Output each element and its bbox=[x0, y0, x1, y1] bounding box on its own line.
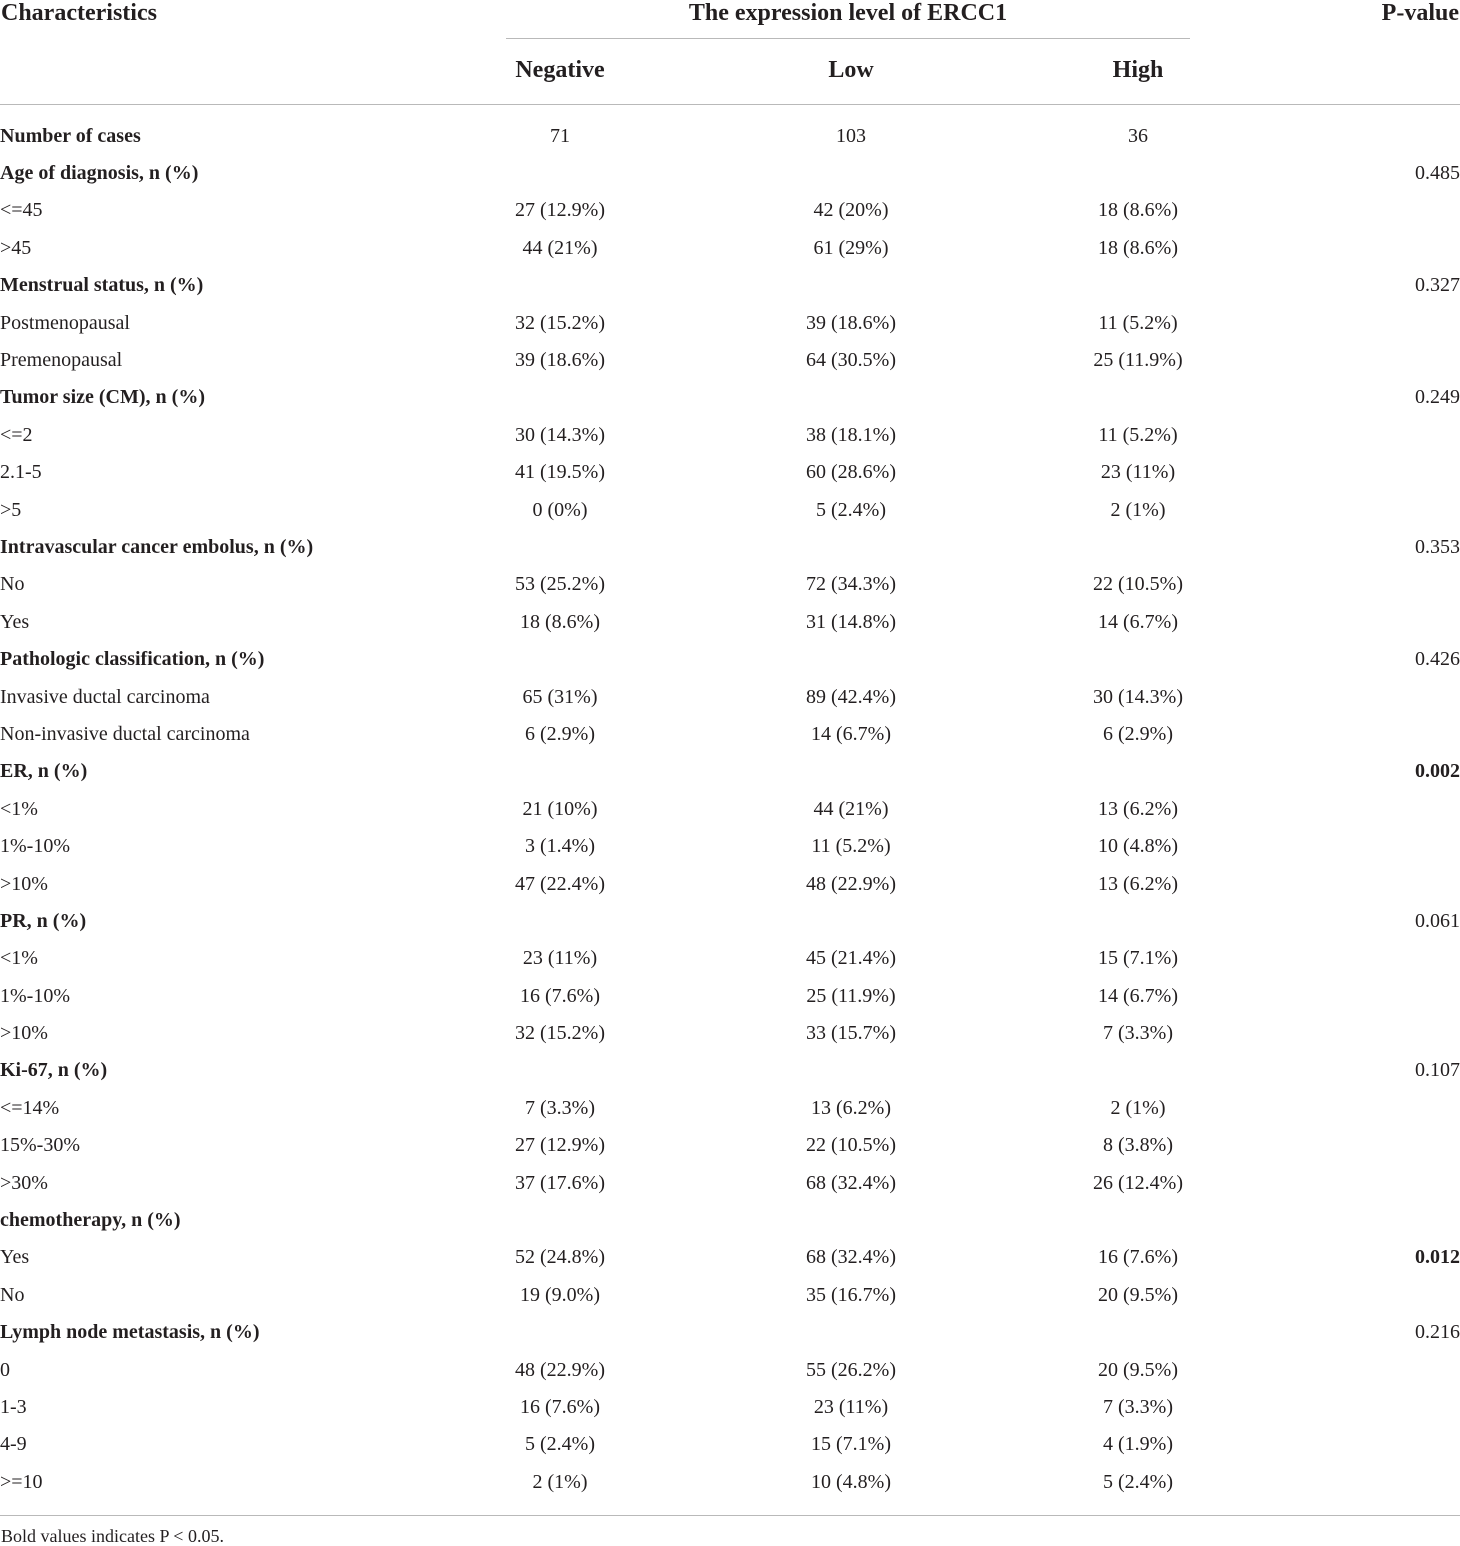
cell-high: 22 (10.5%) bbox=[1093, 573, 1183, 596]
cell-negative bbox=[470, 267, 650, 304]
cell-low: 89 (42.4%) bbox=[806, 685, 896, 708]
row-label: <1% bbox=[0, 797, 38, 820]
table-row bbox=[0, 1276, 1460, 1313]
cell-high: 5 (2.4%) bbox=[1103, 1470, 1173, 1493]
table-row bbox=[0, 416, 1460, 453]
cell-high: 14 (6.7%) bbox=[1098, 984, 1178, 1007]
table-row bbox=[0, 1014, 1460, 1051]
cell-high: 10 (4.8%) bbox=[1098, 835, 1178, 858]
cell-p-value: 0.061 bbox=[1415, 909, 1460, 932]
table-group-row bbox=[0, 154, 1460, 191]
column-header-high: High bbox=[1112, 57, 1164, 83]
row-label: Number of cases bbox=[0, 124, 141, 147]
row-label: Menstrual status, n (%) bbox=[0, 274, 204, 297]
cell-p-value bbox=[1224, 229, 1460, 266]
table-row bbox=[0, 192, 1460, 229]
row-label: >=10 bbox=[0, 1470, 43, 1493]
cell-high: 20 (9.5%) bbox=[1098, 1358, 1178, 1381]
cell-p-value bbox=[1224, 416, 1460, 453]
cell-low: 39 (18.6%) bbox=[806, 311, 896, 334]
cell-low: 61 (29%) bbox=[813, 236, 889, 259]
cell-low: 103 bbox=[836, 124, 866, 147]
cell-p-value bbox=[1224, 603, 1460, 640]
cell-negative: 39 (18.6%) bbox=[515, 349, 605, 372]
ercc1-characteristics-table bbox=[0, 117, 1460, 1500]
table-footnote: Bold values indicates P < 0.05. bbox=[1, 1526, 224, 1546]
row-label: Yes bbox=[0, 610, 30, 633]
table-row bbox=[0, 1388, 1460, 1425]
cell-low: 14 (6.7%) bbox=[811, 722, 891, 745]
row-label: 1%-10% bbox=[0, 984, 70, 1007]
header-p-value: P-value bbox=[1381, 0, 1459, 26]
cell-high bbox=[1052, 1314, 1224, 1351]
table-group-row bbox=[0, 640, 1460, 677]
cell-negative: 53 (25.2%) bbox=[515, 573, 605, 596]
cell-negative: 27 (12.9%) bbox=[515, 199, 605, 222]
cell-negative: 2 (1%) bbox=[532, 1470, 588, 1493]
cell-low: 5 (2.4%) bbox=[816, 498, 886, 521]
cell-low: 13 (6.2%) bbox=[811, 1096, 891, 1119]
cell-high: 36 bbox=[1128, 124, 1148, 147]
cell-p-value bbox=[1224, 715, 1460, 752]
cell-p-value bbox=[1224, 341, 1460, 378]
cell-high: 4 (1.9%) bbox=[1103, 1433, 1173, 1456]
cell-negative: 65 (31%) bbox=[522, 685, 598, 708]
cell-low: 60 (28.6%) bbox=[806, 461, 896, 484]
cell-negative: 23 (11%) bbox=[522, 947, 598, 970]
cell-p-value: 0.012 bbox=[1415, 1246, 1460, 1269]
cell-negative: 19 (9.0%) bbox=[520, 1283, 600, 1306]
cell-high bbox=[1052, 528, 1224, 565]
cell-high bbox=[1052, 379, 1224, 416]
cell-negative: 37 (17.6%) bbox=[515, 1171, 605, 1194]
table-group-row bbox=[0, 902, 1460, 939]
cell-low: 11 (5.2%) bbox=[811, 835, 891, 858]
table-group-row bbox=[0, 1201, 1460, 1238]
cell-low: 33 (15.7%) bbox=[806, 1022, 896, 1045]
cell-low bbox=[650, 154, 1052, 191]
row-label: <=45 bbox=[0, 199, 43, 222]
cell-p-value: 0.426 bbox=[1415, 648, 1460, 671]
cell-negative: 30 (14.3%) bbox=[515, 423, 605, 446]
cell-low: 48 (22.9%) bbox=[806, 872, 896, 895]
header-bottom-rule bbox=[0, 104, 1460, 105]
row-label: >10% bbox=[0, 872, 48, 895]
cell-p-value bbox=[1224, 1164, 1460, 1201]
cell-low bbox=[650, 528, 1052, 565]
row-label: Intravascular cancer embolus, n (%) bbox=[0, 535, 314, 558]
cell-high: 7 (3.3%) bbox=[1103, 1395, 1173, 1418]
cell-negative bbox=[470, 528, 650, 565]
cell-high bbox=[1052, 267, 1224, 304]
table-row bbox=[0, 454, 1460, 491]
cell-p-value bbox=[1224, 977, 1460, 1014]
cell-negative bbox=[470, 154, 650, 191]
cell-negative bbox=[470, 1052, 650, 1089]
cell-low: 22 (10.5%) bbox=[806, 1134, 896, 1157]
table-row bbox=[0, 940, 1460, 977]
cell-p-value bbox=[1224, 790, 1460, 827]
table-row bbox=[0, 1127, 1460, 1164]
table-group-row bbox=[0, 1314, 1460, 1351]
cell-negative: 52 (24.8%) bbox=[515, 1246, 605, 1269]
cell-high bbox=[1052, 640, 1224, 677]
cell-negative: 32 (15.2%) bbox=[515, 311, 605, 334]
table-row bbox=[0, 827, 1460, 864]
row-label: 2.1-5 bbox=[0, 461, 42, 484]
cell-p-value bbox=[1224, 454, 1460, 491]
table-row bbox=[0, 678, 1460, 715]
table-group-row bbox=[0, 117, 1460, 154]
cell-p-value bbox=[1224, 1463, 1460, 1500]
cell-high: 14 (6.7%) bbox=[1098, 610, 1178, 633]
cell-p-value: 0.327 bbox=[1415, 274, 1460, 297]
cell-high: 13 (6.2%) bbox=[1098, 872, 1178, 895]
cell-p-value bbox=[1224, 827, 1460, 864]
cell-high: 30 (14.3%) bbox=[1093, 685, 1183, 708]
cell-negative: 32 (15.2%) bbox=[515, 1022, 605, 1045]
cell-p-value: 0.216 bbox=[1415, 1321, 1460, 1344]
table-group-row bbox=[0, 1052, 1460, 1089]
cell-p-value bbox=[1224, 1014, 1460, 1051]
column-header-low: Low bbox=[828, 57, 874, 83]
row-label: ER, n (%) bbox=[0, 760, 88, 783]
cell-p-value bbox=[1224, 940, 1460, 977]
row-label: Yes bbox=[0, 1246, 30, 1269]
cell-p-value bbox=[1224, 566, 1460, 603]
cell-low bbox=[650, 753, 1052, 790]
row-label: 1%-10% bbox=[0, 835, 70, 858]
cell-low bbox=[650, 1052, 1052, 1089]
row-label: <=14% bbox=[0, 1096, 60, 1119]
table-group-row bbox=[0, 267, 1460, 304]
cell-high: 2 (1%) bbox=[1110, 498, 1166, 521]
cell-negative: 18 (8.6%) bbox=[520, 610, 600, 633]
cell-p-value: 0.353 bbox=[1415, 535, 1460, 558]
cell-negative bbox=[470, 753, 650, 790]
row-label: Tumor size (CM), n (%) bbox=[0, 386, 205, 409]
table-row bbox=[0, 865, 1460, 902]
table-row bbox=[0, 1239, 1460, 1276]
cell-p-value bbox=[1224, 1089, 1460, 1126]
cell-high: 7 (3.3%) bbox=[1103, 1022, 1173, 1045]
cell-p-value bbox=[1224, 1201, 1460, 1238]
cell-negative bbox=[470, 379, 650, 416]
cell-low bbox=[650, 1201, 1052, 1238]
cell-low: 68 (32.4%) bbox=[806, 1246, 896, 1269]
cell-p-value: 0.107 bbox=[1415, 1059, 1460, 1082]
cell-low: 42 (20%) bbox=[813, 199, 889, 222]
cell-high bbox=[1052, 1201, 1224, 1238]
cell-high: 11 (5.2%) bbox=[1098, 311, 1178, 334]
cell-p-value: 0.002 bbox=[1415, 760, 1460, 783]
cell-high: 2 (1%) bbox=[1110, 1096, 1166, 1119]
cell-negative: 27 (12.9%) bbox=[515, 1134, 605, 1157]
cell-low bbox=[650, 902, 1052, 939]
cell-high bbox=[1052, 902, 1224, 939]
table-row bbox=[0, 1426, 1460, 1463]
cell-high: 26 (12.4%) bbox=[1093, 1171, 1183, 1194]
table-row bbox=[0, 304, 1460, 341]
table-group-row bbox=[0, 379, 1460, 416]
cell-low bbox=[650, 1314, 1052, 1351]
cell-low bbox=[650, 640, 1052, 677]
cell-p-value bbox=[1224, 865, 1460, 902]
row-label: >5 bbox=[0, 498, 22, 521]
cell-high: 23 (11%) bbox=[1100, 461, 1176, 484]
cell-low: 72 (34.3%) bbox=[806, 573, 896, 596]
row-label: Lymph node metastasis, n (%) bbox=[0, 1321, 260, 1344]
row-label: Ki-67, n (%) bbox=[0, 1059, 108, 1082]
row-label: Pathologic classification, n (%) bbox=[0, 648, 265, 671]
cell-negative bbox=[470, 1314, 650, 1351]
cell-high: 18 (8.6%) bbox=[1098, 199, 1178, 222]
cell-low: 55 (26.2%) bbox=[806, 1358, 896, 1381]
table-group-row bbox=[0, 528, 1460, 565]
cell-p-value bbox=[1224, 1276, 1460, 1313]
cell-negative: 3 (1.4%) bbox=[525, 835, 595, 858]
cell-negative bbox=[470, 902, 650, 939]
cell-low: 64 (30.5%) bbox=[806, 349, 896, 372]
cell-p-value bbox=[1224, 192, 1460, 229]
cell-negative: 7 (3.3%) bbox=[525, 1096, 595, 1119]
cell-low: 15 (7.1%) bbox=[811, 1433, 891, 1456]
row-label: PR, n (%) bbox=[0, 909, 87, 932]
cell-p-value bbox=[1224, 1127, 1460, 1164]
header-expression-group: The expression level of ERCC1 bbox=[688, 0, 1008, 26]
cell-high: 18 (8.6%) bbox=[1098, 236, 1178, 259]
cell-high: 20 (9.5%) bbox=[1098, 1283, 1178, 1306]
cell-high: 6 (2.9%) bbox=[1103, 722, 1173, 745]
table-row bbox=[0, 1089, 1460, 1126]
cell-negative: 71 bbox=[550, 124, 570, 147]
table-bottom-rule bbox=[0, 1515, 1460, 1516]
cell-negative: 44 (21%) bbox=[522, 236, 598, 259]
row-label: Non-invasive ductal carcinoma bbox=[0, 722, 250, 745]
row-label: >10% bbox=[0, 1022, 48, 1045]
table-row bbox=[0, 603, 1460, 640]
cell-p-value: 0.485 bbox=[1415, 162, 1460, 185]
row-label: Invasive ductal carcinoma bbox=[0, 685, 210, 708]
cell-negative: 47 (22.4%) bbox=[515, 872, 605, 895]
cell-p-value bbox=[1224, 1426, 1460, 1463]
row-label: Postmenopausal bbox=[0, 311, 130, 334]
table-row bbox=[0, 715, 1460, 752]
cell-negative bbox=[470, 1201, 650, 1238]
cell-p-value bbox=[1224, 304, 1460, 341]
cell-high bbox=[1052, 154, 1224, 191]
cell-p-value bbox=[1224, 1351, 1460, 1388]
cell-negative: 21 (10%) bbox=[522, 797, 598, 820]
row-label: Premenopausal bbox=[0, 349, 123, 372]
cell-low: 23 (11%) bbox=[813, 1395, 889, 1418]
group-header-rule bbox=[506, 38, 1190, 39]
row-label: 4-9 bbox=[0, 1433, 27, 1456]
cell-high: 16 (7.6%) bbox=[1098, 1246, 1178, 1269]
cell-p-value bbox=[1224, 678, 1460, 715]
table-row bbox=[0, 1463, 1460, 1500]
cell-low: 10 (4.8%) bbox=[811, 1470, 891, 1493]
table-row bbox=[0, 341, 1460, 378]
row-label: >30% bbox=[0, 1171, 48, 1194]
table-row bbox=[0, 790, 1460, 827]
cell-negative: 16 (7.6%) bbox=[520, 984, 600, 1007]
row-label: <=2 bbox=[0, 423, 33, 446]
cell-low: 31 (14.8%) bbox=[806, 610, 896, 633]
cell-p-value bbox=[1224, 1388, 1460, 1425]
row-label: <1% bbox=[0, 947, 38, 970]
cell-negative: 6 (2.9%) bbox=[525, 722, 595, 745]
table-body bbox=[0, 117, 1460, 1500]
header-characteristics: Characteristics bbox=[1, 0, 157, 26]
cell-low bbox=[650, 267, 1052, 304]
cell-high: 25 (11.9%) bbox=[1093, 349, 1183, 372]
row-label: No bbox=[0, 573, 25, 596]
cell-negative: 16 (7.6%) bbox=[520, 1395, 600, 1418]
table-row bbox=[0, 977, 1460, 1014]
cell-high: 13 (6.2%) bbox=[1098, 797, 1178, 820]
table-row bbox=[0, 491, 1460, 528]
cell-low: 38 (18.1%) bbox=[806, 423, 896, 446]
cell-high: 15 (7.1%) bbox=[1098, 947, 1178, 970]
table-row bbox=[0, 566, 1460, 603]
row-label: 15%-30% bbox=[0, 1134, 80, 1157]
cell-low: 68 (32.4%) bbox=[806, 1171, 896, 1194]
cell-high bbox=[1052, 753, 1224, 790]
cell-low: 25 (11.9%) bbox=[806, 984, 896, 1007]
cell-p-value bbox=[1224, 491, 1460, 528]
cell-negative bbox=[470, 640, 650, 677]
cell-negative: 48 (22.9%) bbox=[515, 1358, 605, 1381]
row-label: 1-3 bbox=[0, 1395, 27, 1418]
cell-p-value bbox=[1224, 117, 1460, 154]
cell-negative: 0 (0%) bbox=[532, 498, 588, 521]
table-row bbox=[0, 229, 1460, 266]
column-header-negative: Negative bbox=[515, 57, 605, 83]
cell-low: 35 (16.7%) bbox=[806, 1283, 896, 1306]
table-group-row bbox=[0, 753, 1460, 790]
row-label: chemotherapy, n (%) bbox=[0, 1209, 181, 1232]
cell-high: 11 (5.2%) bbox=[1098, 423, 1178, 446]
row-label: No bbox=[0, 1283, 25, 1306]
cell-low: 45 (21.4%) bbox=[806, 947, 896, 970]
table-row bbox=[0, 1351, 1460, 1388]
row-label: >45 bbox=[0, 236, 32, 259]
row-label: Age of diagnosis, n (%) bbox=[0, 162, 199, 185]
cell-negative: 5 (2.4%) bbox=[525, 1433, 595, 1456]
cell-p-value: 0.249 bbox=[1415, 386, 1460, 409]
row-label: 0 bbox=[0, 1358, 10, 1381]
table-row bbox=[0, 1164, 1460, 1201]
cell-high: 8 (3.8%) bbox=[1103, 1134, 1173, 1157]
cell-high bbox=[1052, 1052, 1224, 1089]
cell-low: 44 (21%) bbox=[813, 797, 889, 820]
cell-low bbox=[650, 379, 1052, 416]
cell-negative: 41 (19.5%) bbox=[515, 461, 605, 484]
